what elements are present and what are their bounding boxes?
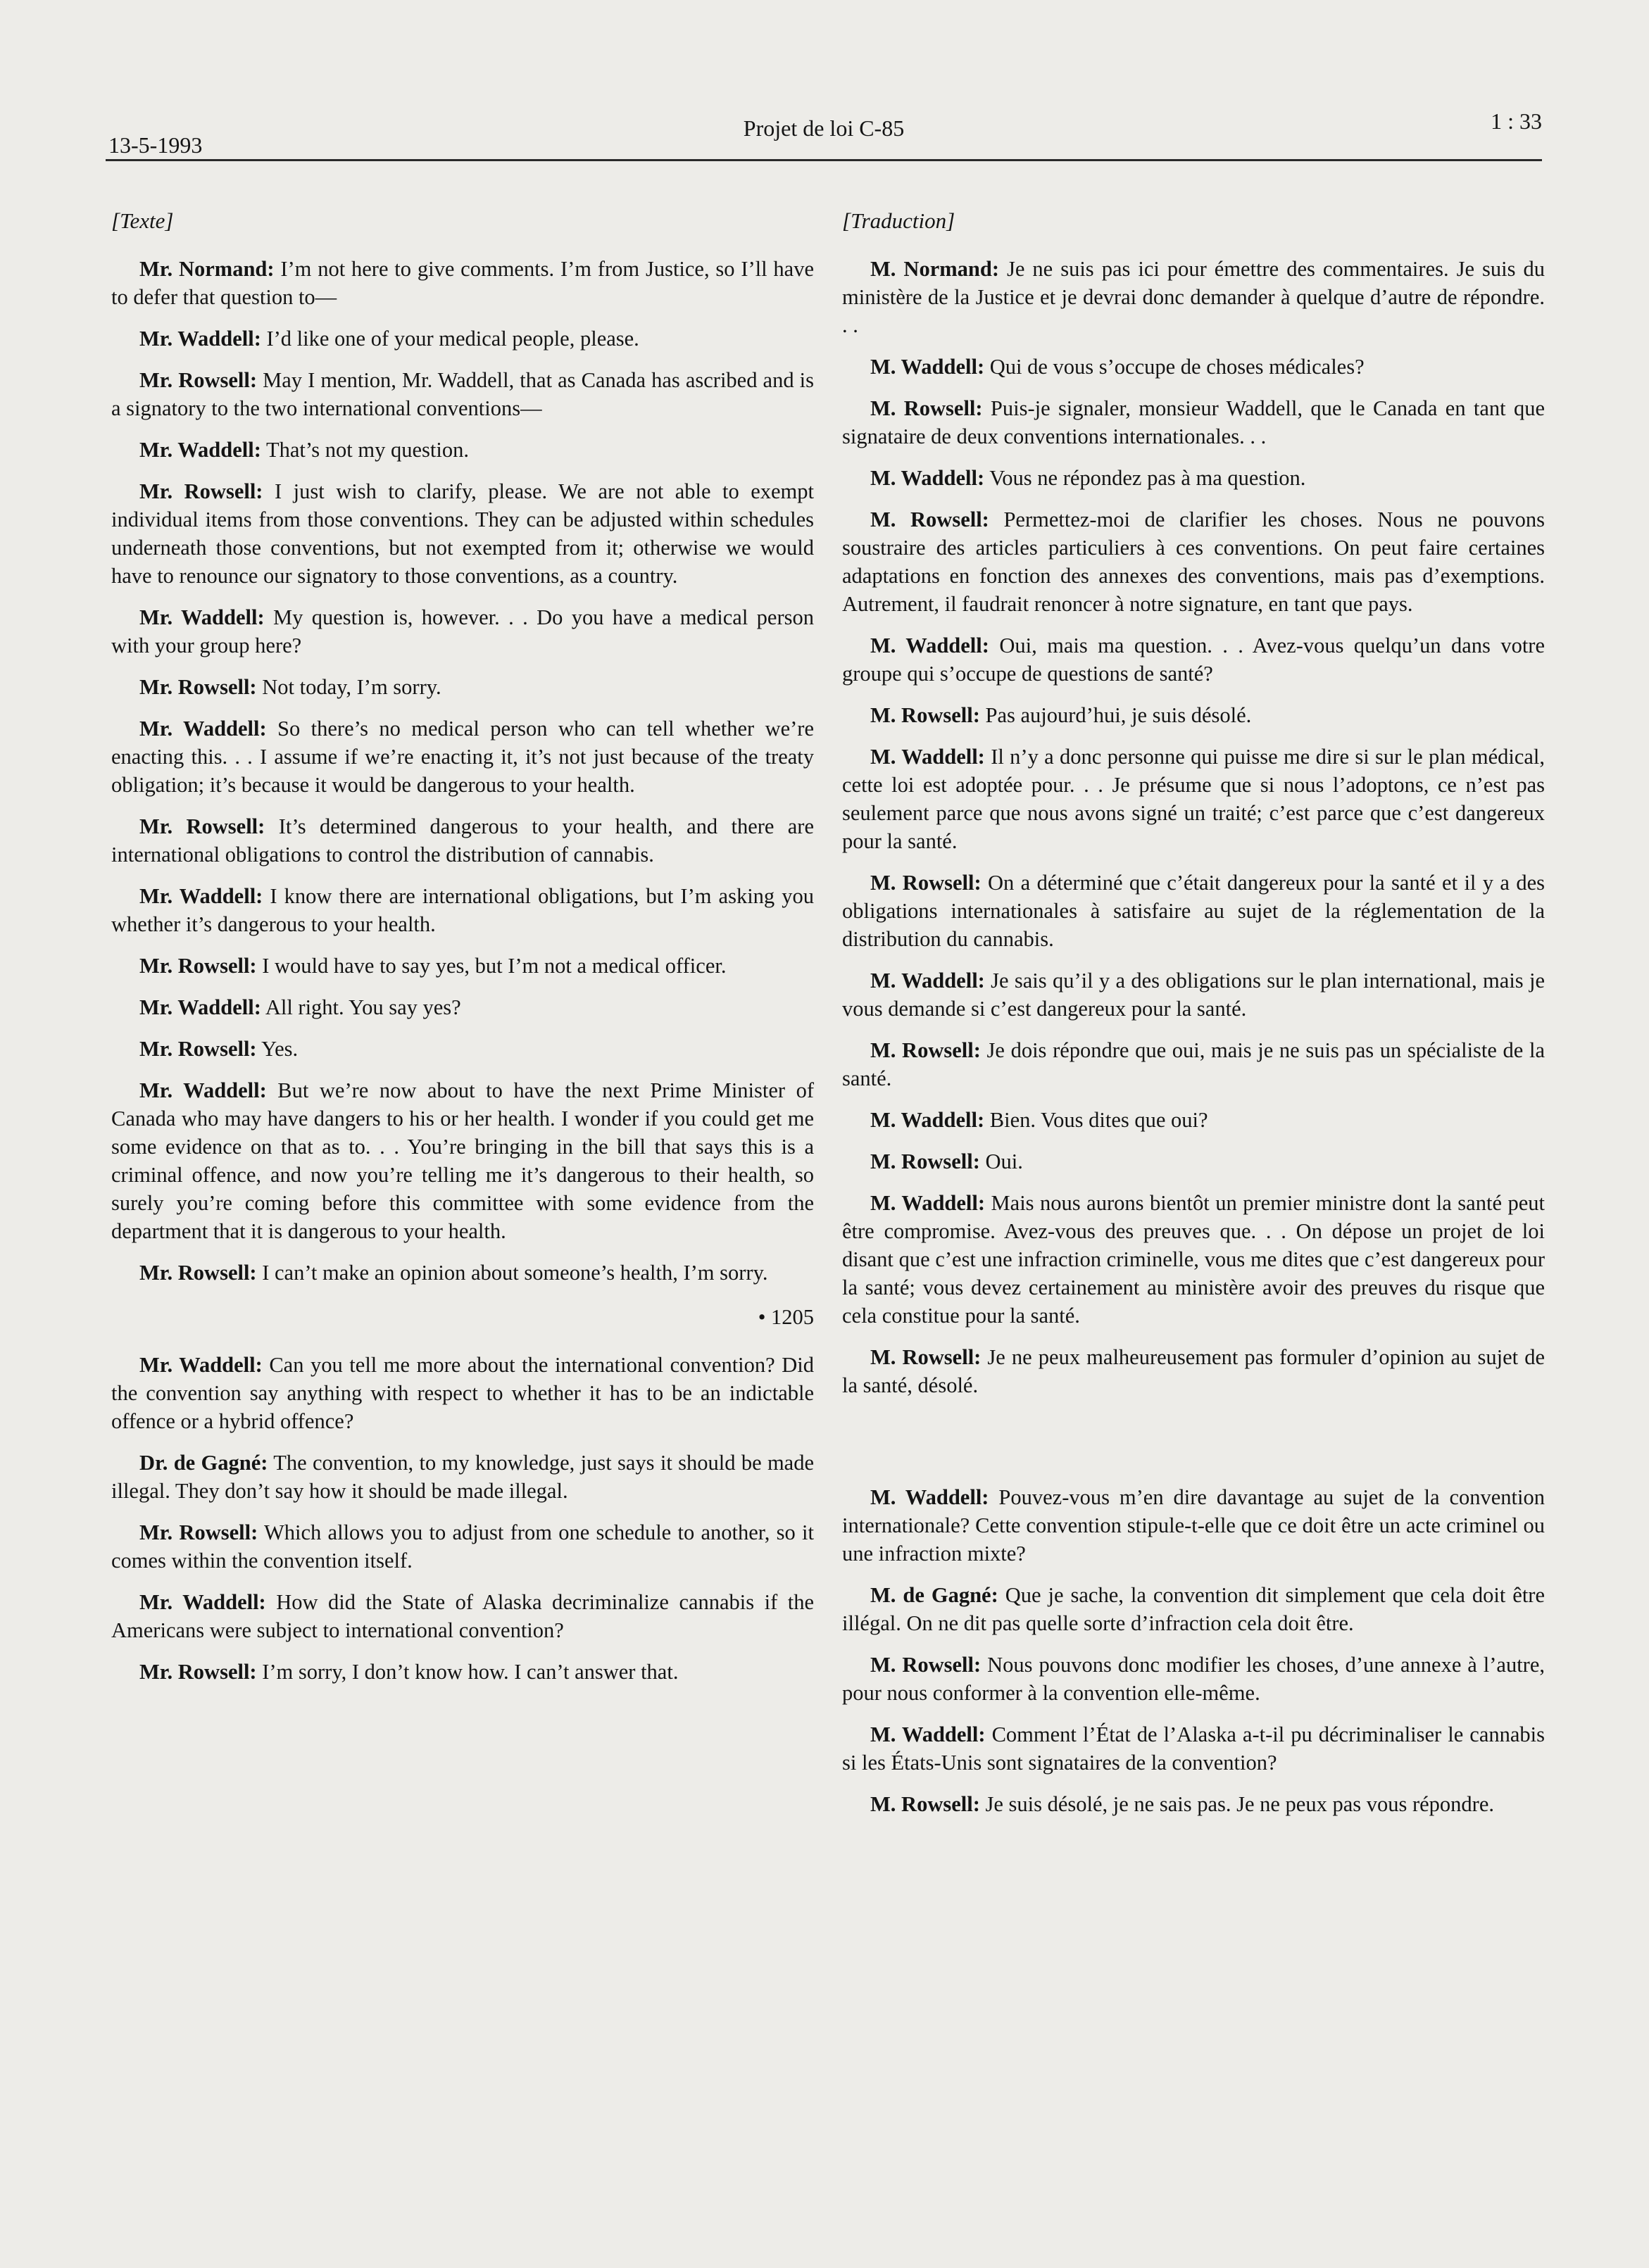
speech-paragraph bbox=[111, 1035, 814, 1063]
speaker-name: M. de Gagné: bbox=[870, 1583, 998, 1607]
speech-paragraph bbox=[111, 1658, 814, 1686]
speech-text: Je sais qu’il y a des obligations sur le plan international, mais je vous demande si c’est dangereux pour la santé. bbox=[842, 969, 1545, 1021]
speech-paragraph bbox=[111, 325, 814, 353]
speech-text: I just wish to clarify, please. We are not able to exempt individual items from those conventions. They can be adjusted within schedules underneath those conventions, but not exempted from it; otherwise we would have to renounce our signatory to those conventions, as a country. bbox=[111, 479, 814, 588]
speech-paragraph bbox=[842, 1790, 1545, 1818]
speech-text: I know there are international obligations, but I’m asking you whether it’s dangerous to your health. bbox=[111, 884, 815, 936]
speech-text: Which allows you to adjust from one schedule to another, so it comes within the convention itself. bbox=[111, 1520, 814, 1573]
speaker-name: M. Waddell: bbox=[870, 969, 985, 993]
speech-text: Je dois répondre que oui, mais je ne suis pas un spécialiste de la santé. bbox=[842, 1038, 1545, 1090]
speech-text: Pas aujourd’hui, je suis désolé. bbox=[985, 703, 1252, 727]
speech-paragraph bbox=[111, 1259, 814, 1287]
speaker-name: Mr. Rowsell: bbox=[139, 479, 263, 503]
speaker-name: Mr. Waddell: bbox=[139, 1590, 266, 1614]
speaker-name: M. Rowsell: bbox=[870, 508, 989, 531]
speech-text: May I mention, Mr. Waddell, that as Canada has ascribed and is a signatory to the two international conventions— bbox=[111, 368, 814, 420]
english-transcript bbox=[111, 255, 814, 1287]
speaker-name: M. Waddell: bbox=[870, 1108, 985, 1132]
speech-text: On a déterminé que c’était dangereux pour la santé et il y a des obligations internationales à satisfaire au sujet de la réglementation de la distribution du cannabis. bbox=[842, 871, 1545, 951]
speech-paragraph bbox=[842, 966, 1545, 1023]
speech-paragraph bbox=[842, 353, 1545, 381]
speech-paragraph bbox=[842, 255, 1545, 339]
speaker-name: Mr. Rowsell: bbox=[139, 1261, 257, 1285]
speech-text: Pouvez-vous m’en dire davantage au sujet de la convention internationale? Cette convention stipule-t-elle que ce doit être un acte criminel ou une infraction mixte? bbox=[842, 1485, 1545, 1565]
speaker-name: M. Rowsell: bbox=[870, 1653, 982, 1677]
french-column bbox=[842, 208, 1545, 1832]
speaker-name: Mr. Waddell: bbox=[139, 1078, 267, 1102]
speaker-name: M. Rowsell: bbox=[870, 871, 982, 895]
section-tag-traduction: [Traduction] bbox=[842, 208, 955, 233]
speech-text: I’m sorry, I don’t know how. I can’t answer that. bbox=[262, 1660, 679, 1684]
speech-paragraph bbox=[111, 477, 814, 590]
speech-paragraph bbox=[842, 1147, 1545, 1176]
speaker-name: Mr. Rowsell: bbox=[139, 1037, 257, 1061]
speech-text: Mais nous aurons bientôt un premier ministre dont la santé peut être compromise. Avez-vous des preuves que. . . On dépose un projet de loi disant que c’est une infraction criminelle, vous me dites que c’est dangereux pour la santé; vous devez certainement au ministère avoir des preuves du risque que cela constitue pour la santé. bbox=[842, 1191, 1545, 1328]
time-stamp: • 1205 bbox=[758, 1305, 814, 1329]
header-rule bbox=[106, 159, 1542, 161]
speech-text: Que je sache, la convention dit simplement que cela doit être illégal. On ne dit pas quelle sorte d’infraction cela doit être. bbox=[842, 1583, 1545, 1635]
header-title: Projet de loi C-85 bbox=[743, 115, 905, 141]
speech-text: Can you tell me more about the international convention? Did the convention say anything with respect to whether it has to be an indictable offence or a hybrid offence? bbox=[111, 1353, 814, 1433]
speaker-name: Mr. Rowsell: bbox=[139, 368, 258, 392]
speech-text: Puis-je signaler, monsieur Waddell, que le Canada en tant que signataire de deux conventions internationales. . . bbox=[842, 396, 1545, 448]
speaker-name: Mr. Waddell: bbox=[139, 995, 261, 1019]
speech-paragraph bbox=[842, 743, 1545, 855]
speech-paragraph bbox=[111, 812, 814, 869]
speaker-name: Mr. Rowsell: bbox=[139, 954, 257, 978]
speech-paragraph bbox=[111, 1076, 814, 1245]
speaker-name: Dr. de Gagné: bbox=[139, 1451, 268, 1475]
header-page-ref: 1 : 33 bbox=[1491, 108, 1542, 134]
speech-paragraph bbox=[842, 394, 1545, 451]
speech-paragraph bbox=[842, 1036, 1545, 1092]
speech-paragraph bbox=[842, 869, 1545, 953]
speech-paragraph bbox=[842, 1651, 1545, 1707]
speech-paragraph bbox=[842, 1106, 1545, 1134]
speech-paragraph bbox=[111, 603, 814, 660]
speech-text: The convention, to my knowledge, just says it should be made illegal. They don’t say how it should be made illegal. bbox=[111, 1451, 814, 1503]
speaker-name: M. Waddell: bbox=[870, 355, 985, 379]
speaker-name: Mr. Rowsell: bbox=[139, 814, 265, 838]
speech-paragraph bbox=[842, 631, 1545, 688]
speech-text: All right. You say yes? bbox=[265, 995, 461, 1019]
header-date: 13-5-1993 bbox=[108, 132, 203, 158]
speech-text: How did the State of Alaska decriminalize cannabis if the Americans were subject to international convention? bbox=[111, 1590, 814, 1642]
speech-text: Je suis désolé, je ne sais pas. Je ne peux pas vous répondre. bbox=[985, 1792, 1494, 1816]
speech-text: Yes. bbox=[261, 1037, 299, 1061]
speaker-name: M. Rowsell: bbox=[870, 1792, 980, 1816]
speech-paragraph bbox=[111, 366, 814, 422]
speech-text: Qui de vous s’occupe de choses médicales? bbox=[989, 355, 1365, 379]
speech-text: That’s not my question. bbox=[265, 438, 469, 462]
speech-text: Comment l’État de l’Alaska a-t-il pu décriminaliser le cannabis si les États-Unis sont signataires de la convention? bbox=[842, 1722, 1545, 1775]
page-header bbox=[106, 106, 1542, 169]
speech-paragraph bbox=[842, 464, 1545, 492]
speaker-name: Mr. Normand: bbox=[139, 257, 275, 281]
speaker-name: M. Waddell: bbox=[870, 745, 985, 769]
speech-paragraph bbox=[842, 1581, 1545, 1637]
speech-paragraph bbox=[111, 714, 814, 799]
speech-paragraph bbox=[842, 505, 1545, 618]
speech-text: I can’t make an opinion about someone’s health, I’m sorry. bbox=[262, 1261, 768, 1285]
speech-paragraph bbox=[111, 952, 814, 980]
speech-paragraph bbox=[842, 1343, 1545, 1399]
speaker-name: Mr. Waddell: bbox=[139, 1353, 263, 1377]
speaker-name: M. Rowsell: bbox=[870, 703, 980, 727]
speech-text: Oui. bbox=[985, 1149, 1023, 1173]
speaker-name: Mr. Rowsell: bbox=[139, 675, 257, 699]
speaker-name: M. Waddell: bbox=[870, 1485, 989, 1509]
speech-text: I’m not here to give comments. I’m from Justice, so I’ll have to defer that question to— bbox=[111, 257, 815, 309]
speech-text: Permettez-moi de clarifier les choses. Nous ne pouvons soustraire des articles particuliers à ces conventions. On peut faire certaines adaptations en fonction des annexes des conventions, mais pas d’exemptions. Autrement, il faudrait renoncer à notre signature, en tant que pays. bbox=[842, 508, 1545, 616]
speaker-name: M. Rowsell: bbox=[870, 1038, 981, 1062]
speaker-name: M. Rowsell: bbox=[870, 1149, 980, 1173]
speaker-name: Mr. Rowsell: bbox=[139, 1660, 257, 1684]
speech-text: Je ne suis pas ici pour émettre des commentaires. Je suis du ministère de la Justice et je devrai donc demander à quelque d’autre de répondre. . . bbox=[842, 257, 1545, 337]
speech-paragraph bbox=[842, 1483, 1545, 1568]
speech-paragraph bbox=[111, 255, 814, 311]
speech-text: Not today, I’m sorry. bbox=[262, 675, 441, 699]
speaker-name: M. Rowsell: bbox=[870, 396, 983, 420]
speaker-name: M. Normand: bbox=[870, 257, 999, 281]
speech-paragraph bbox=[111, 882, 814, 938]
french-transcript-continued bbox=[842, 1483, 1545, 1818]
speech-text: Vous ne répondez pas à ma question. bbox=[989, 466, 1306, 490]
section-tag-texte: [Texte] bbox=[111, 208, 174, 233]
speech-paragraph bbox=[111, 436, 814, 464]
column-spacer bbox=[842, 1413, 1545, 1483]
speech-paragraph bbox=[111, 1588, 814, 1644]
speech-text: I would have to say yes, but I’m not a medical officer. bbox=[262, 954, 727, 978]
speaker-name: M. Waddell: bbox=[870, 1722, 986, 1746]
speech-text: Bien. Vous dites que oui? bbox=[989, 1108, 1208, 1132]
english-transcript-continued bbox=[111, 1351, 814, 1686]
speech-text: Nous pouvons donc modifier les choses, d’une annexe à l’autre, pour nous conformer à la convention elle-même. bbox=[842, 1653, 1545, 1705]
speaker-name: Mr. Waddell: bbox=[139, 717, 267, 741]
speech-paragraph bbox=[111, 1351, 814, 1435]
speech-paragraph bbox=[111, 1518, 814, 1575]
speech-text: It’s determined dangerous to your health, and there are international obligations to control the distribution of cannabis. bbox=[111, 814, 815, 867]
speech-paragraph bbox=[842, 701, 1545, 729]
speech-text: Oui, mais ma question. . . Avez-vous quelqu’un dans votre groupe qui s’occupe de questions de santé? bbox=[842, 634, 1545, 686]
french-transcript bbox=[842, 255, 1545, 1399]
speech-paragraph bbox=[111, 993, 814, 1021]
speech-text: So there’s no medical person who can tell whether we’re enacting this. . . I assume if we’re enacting it, it’s not just because of the treaty obligation; it’s because it would be dangerous to your health. bbox=[111, 717, 814, 797]
speech-text: Je ne peux malheureusement pas formuler d’opinion au sujet de la santé, désolé. bbox=[842, 1345, 1545, 1397]
speech-text: My question is, however. . . Do you have a medical person with your group here? bbox=[111, 605, 814, 657]
speech-text: Il n’y a donc personne qui puisse me dire si sur le plan médical, cette loi est adoptée pour. . . Je présume que si nous l’adoptons, ce n’est pas seulement parce que nous avons signé un traité; c’est parce que c’est dangereux pour la santé. bbox=[842, 745, 1545, 853]
speaker-name: Mr. Rowsell: bbox=[139, 1520, 258, 1544]
speaker-name: Mr. Waddell: bbox=[139, 438, 261, 462]
speech-paragraph bbox=[111, 673, 814, 701]
speaker-name: M. Waddell: bbox=[870, 1191, 986, 1215]
speech-text: I’d like one of your medical people, please. bbox=[266, 327, 639, 351]
speaker-name: Mr. Waddell: bbox=[139, 884, 263, 908]
english-column bbox=[111, 208, 814, 1699]
speaker-name: Mr. Waddell: bbox=[139, 327, 261, 351]
speaker-name: M. Waddell: bbox=[870, 466, 985, 490]
speaker-name: Mr. Waddell: bbox=[139, 605, 265, 629]
speech-paragraph bbox=[842, 1720, 1545, 1777]
speech-paragraph bbox=[111, 1449, 814, 1505]
speech-text: But we’re now about to have the next Prime Minister of Canada who may have dangers to his or her health. I wonder if you could get me some evidence on that as to. . . You’re bringing in the bill that says this is a criminal offence, and now you’re telling me it’s dangerous to their health, so surely you’re coming before this committee with some evidence from the department that it is dangerous to your health. bbox=[111, 1078, 814, 1243]
speaker-name: M. Rowsell: bbox=[870, 1345, 982, 1369]
speaker-name: M. Waddell: bbox=[870, 634, 989, 657]
speech-paragraph bbox=[842, 1189, 1545, 1330]
